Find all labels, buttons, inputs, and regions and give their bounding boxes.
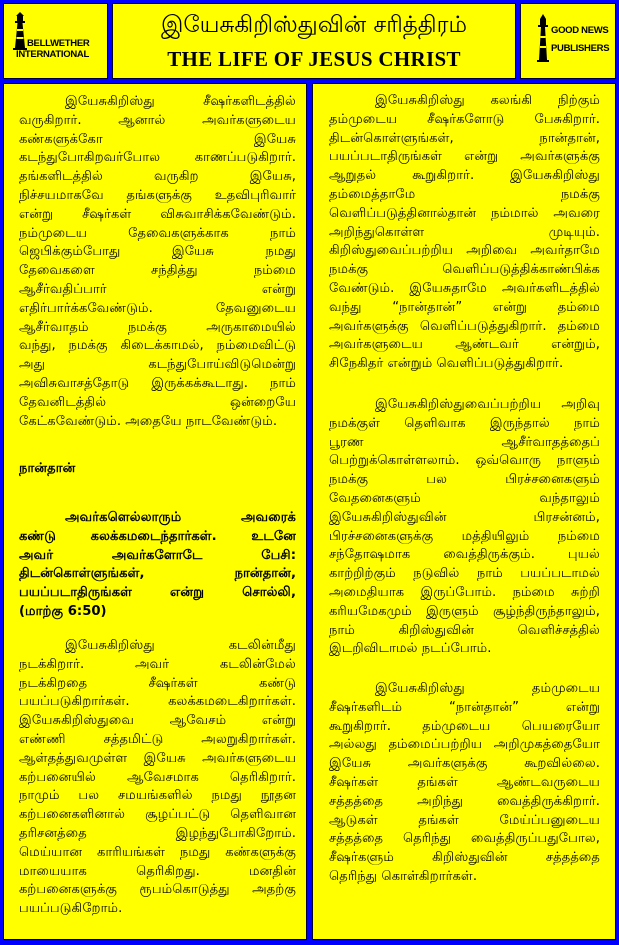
scripture-quote <box>19 509 296 622</box>
paragraph-line: என்று சீஷர்கள் விசுவாசிக்கவேண்டும். <box>19 206 296 222</box>
bellwether-logo <box>3 3 108 79</box>
paragraph-line: ஆடுகள் தங்கள் மேய்ப்பனுடைய <box>329 812 600 828</box>
paragraph-line: இயேசுகிறிஸ்துவைப்பற்றிய அறிவு <box>375 397 600 412</box>
scripture-line: திடன்கொள்ளுங்கள், நான்தான், <box>19 566 296 582</box>
paragraph-line: காற்றிற்கும் நடுவில் நாம் பயப்படாமல் <box>329 566 600 582</box>
paragraph-line: அவர்களுக்கு வெளிப்படுத்துகிறார். தம்மை <box>329 318 600 334</box>
paragraph-line: சத்தத்தை தெரிந்து வைத்திருப்பதுபோல, <box>329 831 600 847</box>
paragraph <box>329 680 600 887</box>
scripture-line: அவர் அவர்களோடே பேசி: <box>19 547 296 563</box>
paragraph-line: நமக்குள் தெளிவாக இருந்தால் நாம் <box>329 415 600 431</box>
paragraph-line: சந்தோஷமாக வைத்திருக்கும். புயல் <box>329 547 600 563</box>
paragraph-line: கேட்கவேண்டும். அதையே நாடவேண்டும். <box>19 413 278 429</box>
paragraph-line: வந்து “நான்தான்” என்று தம்மை <box>329 299 600 315</box>
paragraph-line: இயேசுகிறிஸ்து கடலின்மீது <box>65 638 296 653</box>
paragraph-line: தம்முடைய சீஷர்களோடு பேசுகிறார். <box>329 111 600 127</box>
paragraph-line: நமக்கு வெளிப்படுத்திக்காண்பிக்க <box>329 262 600 278</box>
scripture-line: கண்டு கலக்கமடைந்தார்கள். உடனே <box>19 528 296 544</box>
paragraph-line: நமக்கு பல பிரச்சனைகளும் <box>329 472 600 488</box>
paragraph-line: நடக்கிறார். அவர் கடலின்மேல் <box>19 656 296 672</box>
paragraph-line: இயேசுகிறிஸ்துவை ஆவேசம் என்று <box>19 713 296 729</box>
logo-text-bellwether: BELLWETHER <box>27 38 90 49</box>
paragraph-line: வேதனைகளும் வந்தாலும் <box>329 490 600 506</box>
paragraph-line: இயேசுகிறிஸ்து சீஷர்களிடத்தில் <box>65 94 296 109</box>
paragraph-line: வந்து, நமக்கு கிடைக்காமல், நம்மைவிட்டு <box>19 338 296 354</box>
paragraph-line: அது கடந்துபோய்விடுமென்று <box>19 357 296 373</box>
paragraph-line: இயேசு அவர்களுக்கு கூறவில்லை. <box>329 756 600 772</box>
logo-text-international: INTERNATIONAL <box>16 49 89 60</box>
paragraph-line: பயப்படுகிறார்கள். கலக்கமடைகிறார்கள். <box>19 694 296 710</box>
paragraph-line: கண்களுக்கோ இயேசு <box>19 131 296 147</box>
scripture-reference: (மாற்கு 6:50) <box>19 603 107 619</box>
paragraph-line: இடறிவிடாமல் நடப்போம். <box>329 641 492 657</box>
paragraph-line: சிநேகிதர் என்றும் வெளிப்படுத்துகிறார். <box>329 356 564 372</box>
paragraph-line: தங்களிடத்தில் வருகிற இயேசு, <box>19 169 296 185</box>
paragraph-line: தம்மைத்தாமே நமக்கு <box>329 186 600 202</box>
paragraph-line: அல்லது தம்மைப்பற்றிய அறிமுகத்தையோ <box>329 737 600 753</box>
paragraph-line: நம்முடைய தேவைகளுக்காக நாம் <box>19 225 296 241</box>
paragraph-line: தெரிந்து கொள்கிறார்கள். <box>329 868 478 884</box>
title-tamil: இயேசுகிறிஸ்துவின் சரித்திரம் <box>161 12 467 38</box>
paragraph-line: பிரச்சனைகளுக்கு மத்தியிலும் நம்மை <box>329 528 600 544</box>
paragraph-line: ஆசீர்வதிப்பார் என்று <box>19 281 296 297</box>
logo-text-publishers: PUBLISHERS <box>551 43 610 54</box>
logo-text-good-news: GOOD NEWS <box>551 25 609 36</box>
title-panel <box>112 3 516 79</box>
paragraph-line: பயப்படாதிருங்கள் என்று அவர்களுக்கு <box>329 149 600 165</box>
paragraph-line: கிறிஸ்துவைப்பற்றிய அறிவை அவர்தாமே <box>329 243 600 259</box>
paragraph-line: எண்ணி சத்தமிட்டு அலறுகிறார்கள். <box>19 731 296 747</box>
paragraph-line: இயேசுகிறிஸ்துவின் பிரசன்னம், <box>329 509 600 525</box>
paragraph-line: பயப்படுகிறோம். <box>19 901 123 917</box>
paragraph-line: தரிசனத்தை இழந்துபோகிறோம். <box>19 825 296 841</box>
paragraph-line: தேவைகளை சந்தித்து நம்மை <box>19 263 296 279</box>
paragraph-line: கடந்துபோகிறவர்போல காணப்படுகிறார். <box>19 150 296 166</box>
good-news-logo <box>520 3 616 79</box>
paragraph-line: ஆறுதல் கூறுகிறார். இயேசுகிறிஸ்து <box>329 168 600 184</box>
right-column <box>312 83 616 940</box>
paragraph-line: மாயையாக தெரிகிறது. மனதின் <box>19 863 296 879</box>
lighthouse-icon <box>537 14 549 62</box>
paragraph-line: நடக்கிறதை சீஷர்கள் கண்டு <box>19 675 296 691</box>
paragraph-line: மெய்யான காரியங்கள் நமது கண்களுக்கு <box>19 844 296 860</box>
paragraph <box>19 93 296 431</box>
paragraph-line: வேண்டும். இயேசுதாமே அவர்களிடத்தில் <box>329 280 600 296</box>
paragraph-line: பெற்றுக்கொள்ளலாம். ஒவ்வொரு நாளும் <box>329 453 600 469</box>
paragraph-line: ஜெபிக்கும்போது இயேசு நமது <box>19 244 296 260</box>
paragraph-line: வெளிப்படுத்தினால்தான் நம்மால் அவரை <box>329 205 600 221</box>
paragraph <box>329 396 600 659</box>
paragraph-line: நாம் கிறிஸ்துவின் வெளிச்சத்தில் <box>329 622 600 638</box>
paragraph-line: கூறுகிறார். தம்முடைய பெயரையோ <box>329 718 600 734</box>
paragraph-line: கற்பனைகளினால் சூழப்பட்டு தெளிவான <box>19 807 296 823</box>
scripture-line: பயப்படாதிருங்கள் என்று சொல்லி, <box>19 585 296 601</box>
paragraph-line: வருகிறார். ஆனால் அவர்களுடைய <box>19 112 296 128</box>
paragraph <box>19 637 296 919</box>
lighthouse-icon <box>13 12 27 50</box>
paragraph-line: கரியமேகமும் இருளும் சூழ்ந்திருந்தாலும், <box>329 603 600 619</box>
paragraph-line: அமைதியாக இருப்போம். நம்மை சுற்றி <box>329 584 600 600</box>
scripture-line: அவர்களெல்லாரும் அவரைக் <box>65 510 296 525</box>
paragraph-line: இயேசுகிறிஸ்து தம்முடைய <box>375 681 600 696</box>
paragraph-line: நாமும் பல சமயங்களில் நமது நூதன <box>19 788 296 804</box>
left-column <box>3 83 307 940</box>
paragraph-line: ஆள்தத்துவமுள்ள இயேசு அவர்களுடைய <box>19 750 296 766</box>
paragraph-line: கற்பனையில் ஆவேசமாக தெரிகிறார். <box>19 769 296 785</box>
paragraph-line: சீஷர்களும் கிறிஸ்துவின் சத்தத்தை <box>329 850 600 866</box>
paragraph-line: சீஷர்களிடம் “நான்தான்” என்று <box>329 699 600 715</box>
paragraph-line: தேவனிடத்தில் ஒன்றையே <box>19 394 296 410</box>
paragraph-line: சத்தத்தை அறிந்து வைத்திருக்கிறார். <box>329 793 600 809</box>
paragraph-line: திடன்கொள்ளுங்கள், நான்தான், <box>329 130 600 146</box>
section-heading: நான்தான் <box>19 461 76 476</box>
paragraph-line: அவர்களுடைய ஆண்டவர் என்றும், <box>329 337 600 353</box>
paragraph-line: ஆசீர்வாதம் நமக்கு அருகாமையில் <box>19 319 296 335</box>
title-english: THE LIFE OF JESUS CHRIST <box>167 47 461 71</box>
paragraph-line: சீஷர்கள் தங்கள் ஆண்டவருடைய <box>329 774 600 790</box>
paragraph-line: நிச்சயமாகவே தங்களுக்கு உதவிபுரிவார் <box>19 187 296 203</box>
paragraph-line: பூரண ஆசீர்வாதத்தைப் <box>329 434 600 450</box>
paragraph-line: எதிர்பார்க்கவேண்டும். தேவனுடைய <box>19 300 296 316</box>
paragraph-line: கற்பனைகளுக்கு ரூபம்கொடுத்து அதற்கு <box>19 882 296 898</box>
paragraph-line: அவிசுவாசத்தோடு இருக்கக்கூடாது. நாம் <box>19 375 296 391</box>
paragraph-line: அறிந்துகொள்ள முடியும். <box>329 224 600 240</box>
paragraph <box>329 92 600 374</box>
paragraph-line: இயேசுகிறிஸ்து கலங்கி நிற்கும் <box>375 93 600 108</box>
